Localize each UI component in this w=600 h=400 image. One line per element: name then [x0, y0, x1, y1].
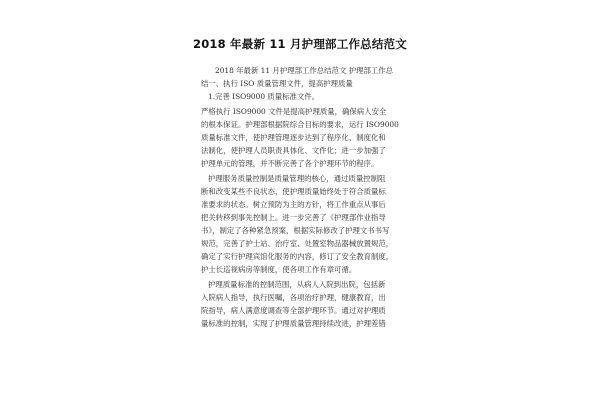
- text-line: 把关转移到事先控制上。进一步完善了《护理部作业指导: [201, 213, 386, 223]
- text-line: 断和改变某些不良状态，使护理质量始终处于符合质量标: [201, 186, 386, 196]
- text-line: 护理服务质量控制是质量管理的核心，通过质量控制阻: [208, 173, 386, 183]
- text-line: 准要求的状态。树立预防为主的方针，将工作重点从事后: [201, 199, 386, 209]
- text-line: 规范，完善了护士站、治疗室、处置室物品器械放置规范，: [201, 239, 394, 249]
- paragraph-1: [201, 64, 406, 103]
- text-line: 的根本保证。护理部根据院综合目标的要求，运行 ISO9000: [201, 119, 399, 129]
- text-line: 入院病人指导，执行医嘱，各项治疗护理，健康教育，出: [201, 293, 386, 303]
- text-line: 量标准的控制，实现了护理质量管理持续改进，护理差错: [201, 319, 386, 329]
- text-line: 护理质量标准的控制范围，从病人入院到出院，包括新: [208, 280, 386, 289]
- document-body: [201, 64, 406, 330]
- text-line: 确定了实行护理宾馆化服务的内容，修订了安全教育制度，: [201, 252, 394, 262]
- paragraph-3: [201, 172, 406, 277]
- text-line: 质量标准文件，使护理管理逐步达到了程序化、制度化和: [201, 132, 386, 142]
- document-title: 2018 年最新 11 月护理部工作总结范文: [193, 37, 407, 51]
- text-line: 2018 年最新 11 月护理部工作总结范文 护理部工作总: [215, 66, 394, 75]
- paragraph-4: [201, 278, 406, 330]
- text-line: 护士长巡视病房等制度，使各项工作有章可循。: [201, 265, 357, 275]
- text-line: 结一、执行 ISO 质量管理文件，提高护理质量: [201, 79, 353, 89]
- paragraph-2: [201, 105, 406, 170]
- text-line: 严格执行 ISO9000 文件是提高护理质量，确保病人安全: [201, 106, 387, 116]
- text-line: 书》，制定了各种紧急预案，根据实际修改了护理文书书写: [201, 226, 390, 236]
- text-line: 1.完善 ISO9000 质量标准文件。: [208, 92, 320, 102]
- text-line: 护理单元的管理，并不断完善了各个护理环节的程序。: [201, 159, 379, 169]
- text-line: 院指导，病人满意度调查等全部护理环节。通过对护理质: [201, 306, 386, 316]
- text-line: 法制化，使护理人员职责具体化、文件化；进一步加强了: [201, 146, 386, 156]
